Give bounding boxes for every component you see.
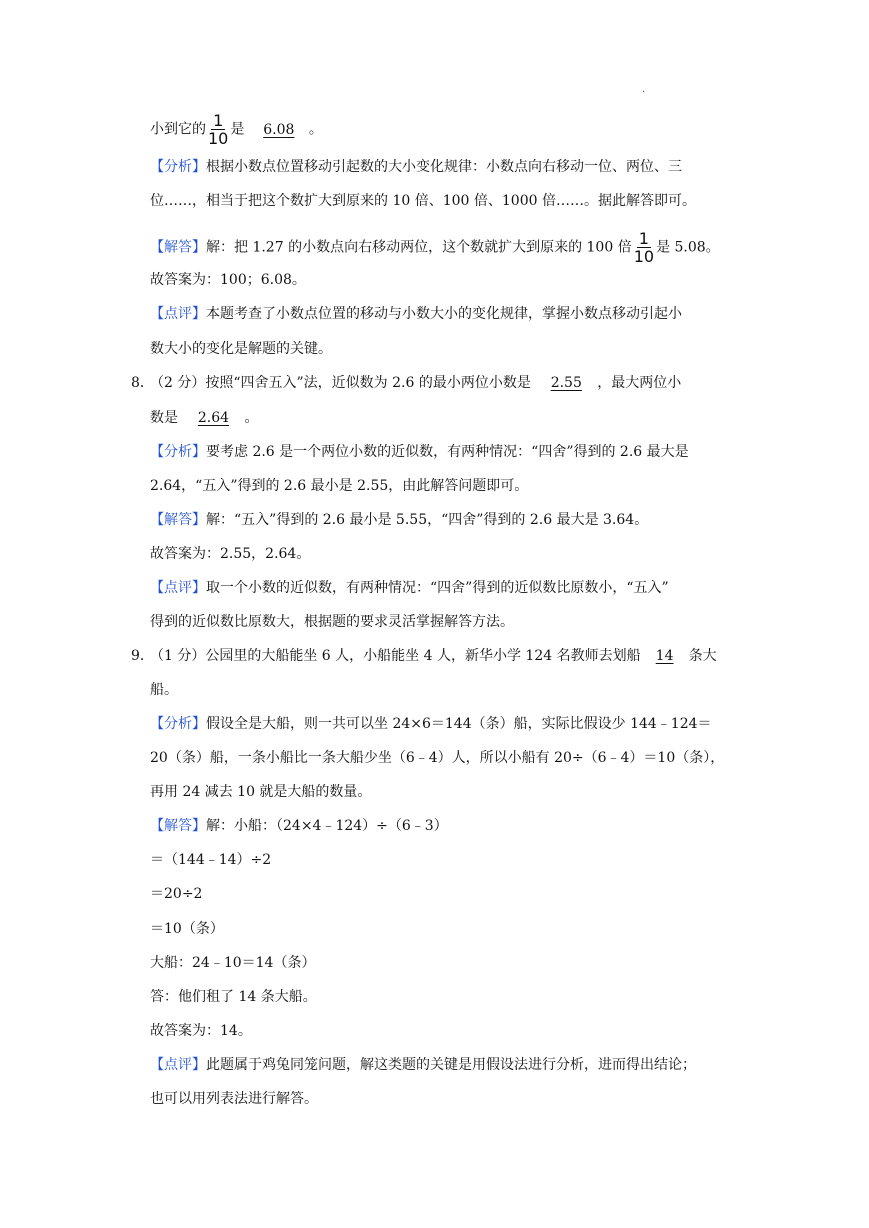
q9-solution-text1: 解：小船：（24×4﹣124）÷（6﹣3） (206, 818, 448, 834)
q9-question-line1 (150, 646, 717, 666)
q9-comment-line2: 也可以用列表法进行解答。 (150, 1091, 318, 1107)
q9-answer-blank: 14 (655, 648, 674, 664)
q7-solution-tail: 是 5.08。 (656, 239, 720, 256)
q8-number: 8． (131, 375, 154, 391)
q8-answer2-blank: 2.64 (197, 410, 230, 426)
q7-comment-line1 (150, 304, 682, 324)
q7-solution-fraction-denominator: 10 (633, 247, 655, 266)
q7-fraction-denominator: 10 (208, 129, 229, 148)
comment-tag: 【点评】 (150, 580, 206, 596)
analysis-tag: 【分析】 (150, 444, 206, 460)
q9-step3: ＝10（条） (150, 921, 224, 937)
q7-analysis-line1 (150, 157, 682, 177)
q8-question-line2 (150, 408, 258, 428)
q8-analysis-text1: 要考虑 2.6 是一个两位小数的近似数，有两种情况：“四舍”得到的 2.6 最大是 (206, 444, 689, 460)
q7-solution-text: 解：把 1.27 的小数点向右移动两位，这个数就扩大到原来的 100 倍 (206, 239, 632, 256)
q9-comment-line1 (150, 1055, 696, 1075)
q7-analysis-line2: 位……，相当于把这个数扩大到原来的 10 倍、100 倍、1000 倍……。据此解答即可。 (150, 193, 696, 209)
q7-fraction-numerator: 1 (213, 111, 224, 130)
q7-solution-fraction (633, 230, 655, 265)
q8-question-text1-post: ，最大两位小 (597, 375, 682, 391)
analysis-tag: 【分析】 (150, 716, 206, 732)
q9-number: 9． (131, 648, 154, 664)
q9-question-text1-post: 条大 (688, 648, 717, 664)
q9-solution-line1 (150, 816, 448, 836)
q7-tail-pre: 小到它的 (150, 121, 206, 138)
q7-solution-line (150, 230, 720, 265)
q7-fraction (207, 112, 229, 147)
q8-analysis-line1 (150, 442, 689, 462)
q8-question-text1: （2 分）按照“四舍五入”法，近似数为 2.6 的最小两位小数是 (150, 375, 531, 391)
q8-answer1-blank: 2.55 (550, 375, 582, 391)
q8-answer-line: 故答案为：2.55，2.64。 (150, 546, 311, 562)
q9-question-line2: 船。 (150, 682, 178, 698)
q9-comment-text1: 此题属于鸡兔同笼问题，解这类题的关键是用假设法进行分析，进而得出结论； (206, 1057, 696, 1073)
q7-tail-end: 。 (308, 121, 323, 138)
q7-tail-mid: 是 (230, 121, 245, 138)
q7-answer-line: 故答案为：100；6.08。 (150, 272, 306, 288)
q8-question-text2: 数是 (150, 410, 178, 426)
q7-tail-line (150, 112, 323, 147)
q9-answer-line: 故答案为：14。 (150, 1023, 252, 1039)
q9-analysis-line3: 再用 24 减去 10 就是大船的数量。 (150, 784, 372, 800)
q7-comment-line2: 数大小的变化是解题的关键。 (150, 341, 332, 357)
q9-analysis-text1: 假设全是大船，则一共可以坐 24×6＝144（条）船，实际比假设少 144﹣124＝ (206, 716, 712, 732)
solution-tag: 【解答】 (150, 239, 206, 256)
solution-tag: 【解答】 (150, 512, 206, 528)
q9-reply-line: 答：他们租了 14 条大船。 (150, 989, 317, 1005)
q9-big-boat-line: 大船：24﹣10＝14（条） (150, 955, 316, 971)
q7-solution-fraction-numerator: 1 (638, 229, 649, 248)
q9-analysis-line2: 20（条）船，一条小船比一条大船少坐（6﹣4）人，所以小船有 20÷（6﹣4）＝10（条）， (150, 750, 725, 766)
q8-analysis-line2: 2.64，“五入”得到的 2.6 最小是 2.55，由此解答问题即可。 (150, 478, 529, 494)
q8-question-text2-post: 。 (244, 410, 259, 426)
q9-question-text1: （1 分）公园里的大船能坐 6 人，小船能坐 4 人，新华小学 124 名教师去划船 (150, 648, 641, 664)
q7-comment-text1: 本题考查了小数点位置的移动与小数大小的变化规律，掌握小数点移动引起小 (206, 306, 682, 322)
q9-step1: ＝（144﹣14）÷2 (150, 852, 272, 868)
q8-question-line1 (150, 373, 681, 393)
q8-comment-line2: 得到的近似数比原数大，根据题的要求灵活掌握解答方法。 (150, 614, 514, 630)
q8-comment-text1: 取一个小数的近似数，有两种情况：“四舍”得到的近似数比原数小，“五入” (206, 580, 669, 596)
q7-answer-blank: 6.08 (263, 121, 295, 138)
analysis-tag: 【分析】 (150, 159, 206, 175)
solution-tag: 【解答】 (150, 818, 206, 834)
q7-analysis-text1: 根据小数点位置移动引起数的大小变化规律：小数点向右移动一位、两位、三 (206, 159, 682, 175)
top-mark: . (642, 84, 646, 95)
q8-solution-text: 解：“五入”得到的 2.6 最小是 5.55，“四舍”得到的 2.6 最大是 3.64。 (206, 512, 649, 528)
comment-tag: 【点评】 (150, 1057, 206, 1073)
q9-analysis-line1 (150, 714, 712, 734)
q8-solution-line (150, 510, 648, 530)
q9-step2: ＝20÷2 (150, 886, 203, 902)
comment-tag: 【点评】 (150, 306, 206, 322)
q8-comment-line1 (150, 578, 669, 598)
